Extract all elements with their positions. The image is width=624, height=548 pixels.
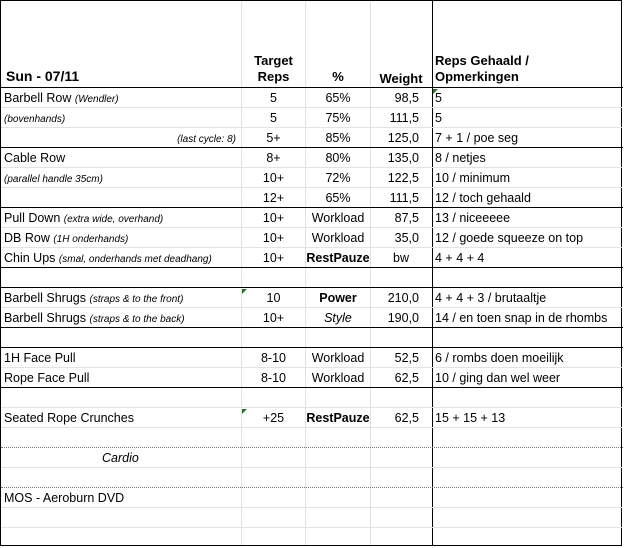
table-row bbox=[1, 288, 623, 308]
weight: 111,5 bbox=[389, 111, 419, 125]
exercise-name: Barbell Shrugs bbox=[4, 291, 86, 305]
exercise-detail: (parallel handle 35cm) bbox=[4, 174, 103, 185]
notes: 15 + 15 + 13 bbox=[435, 411, 506, 425]
exercise-detail: (straps & to the back) bbox=[89, 314, 185, 325]
percent: Workload bbox=[311, 351, 365, 365]
exercise-name: 1H Face Pull bbox=[4, 351, 76, 365]
notes: 12 / goede squeeze on top bbox=[435, 231, 584, 245]
notes-header-1: Reps Gehaald / bbox=[435, 53, 529, 68]
notes: 5 bbox=[435, 91, 442, 105]
exercise-name: DB Row bbox=[4, 231, 50, 245]
weight: 98,5 bbox=[394, 91, 419, 105]
target-reps: 5 bbox=[270, 91, 277, 105]
notes: 8 / netjes bbox=[435, 151, 486, 165]
table-row bbox=[1, 128, 623, 148]
table-row bbox=[1, 208, 623, 228]
table-row bbox=[1, 308, 623, 328]
page-title: Sun - 07/11 bbox=[6, 68, 80, 84]
notes: 6 / rombs doen moeilijk bbox=[435, 351, 564, 365]
target-reps: +25 bbox=[262, 411, 285, 425]
target-reps: 10 bbox=[266, 291, 281, 305]
target-reps: 12+ bbox=[262, 191, 285, 205]
exercise-name: Seated Rope Crunches bbox=[4, 411, 134, 425]
table-row bbox=[1, 488, 623, 508]
weight: 62,5 bbox=[394, 411, 419, 425]
weight: 210,0 bbox=[387, 291, 419, 305]
target-reps: 8-10 bbox=[260, 351, 287, 365]
exercise-name: Pull Down bbox=[4, 211, 61, 225]
table-row bbox=[1, 188, 623, 208]
weight: 35,0 bbox=[394, 231, 419, 245]
exercise-detail: (smal, onderhands met deadhang) bbox=[58, 254, 212, 265]
weight: bw bbox=[393, 251, 409, 265]
percent: Power bbox=[319, 291, 357, 305]
table-row bbox=[1, 388, 623, 408]
target-reps: 10+ bbox=[262, 231, 285, 245]
percent: 85% bbox=[325, 131, 351, 145]
exercise-detail: (extra wide, overhand) bbox=[63, 214, 164, 225]
exercise-detail: (Wendler) bbox=[74, 94, 119, 105]
exercise-detail: (straps & to the front) bbox=[89, 294, 184, 305]
table-row bbox=[1, 268, 623, 288]
table-row bbox=[1, 408, 623, 428]
table-row bbox=[1, 88, 623, 108]
exercise-name: Cable Row bbox=[4, 151, 66, 165]
percent: RestPauze bbox=[306, 251, 370, 265]
table-row bbox=[1, 228, 623, 248]
table-row bbox=[1, 148, 623, 168]
table-row bbox=[1, 368, 623, 388]
notes: 7 + 1 / poe seg bbox=[435, 131, 519, 145]
percent: 75% bbox=[325, 111, 351, 125]
percent: 65% bbox=[325, 91, 351, 105]
exercise-detail: (1H onderhands) bbox=[53, 234, 129, 245]
exercise-detail: (bovenhands) bbox=[4, 114, 66, 125]
weight: 52,5 bbox=[394, 351, 419, 365]
weight: 125,0 bbox=[387, 131, 419, 145]
exercise-name: Rope Face Pull bbox=[4, 371, 90, 385]
target-reps: 10+ bbox=[262, 251, 285, 265]
percent: 72% bbox=[325, 171, 351, 185]
weight: 111,5 bbox=[389, 191, 419, 205]
notes: 10 / minimum bbox=[435, 171, 511, 185]
table-row bbox=[1, 428, 623, 448]
exercise-name: MOS - Aeroburn DVD bbox=[4, 491, 125, 505]
notes: 4 + 4 + 3 / brutaaltje bbox=[435, 291, 547, 305]
table-row bbox=[1, 348, 623, 368]
table-row bbox=[1, 448, 623, 468]
target-reps: 8-10 bbox=[260, 371, 287, 385]
header-row bbox=[1, 1, 623, 88]
percent: Workload bbox=[311, 231, 365, 245]
exercise-detail: (last cycle: 8) bbox=[177, 134, 236, 145]
exercise-name: Barbell Shrugs bbox=[4, 311, 86, 325]
exercise-name: Chin Ups bbox=[4, 251, 56, 265]
percent: Workload bbox=[311, 211, 365, 225]
target-reps-header-2: Reps bbox=[257, 69, 290, 84]
percent: RestPauze bbox=[306, 411, 370, 425]
table-row bbox=[1, 508, 623, 528]
target-reps: 10+ bbox=[262, 171, 285, 185]
table-row bbox=[1, 328, 623, 348]
table-row bbox=[1, 108, 623, 128]
cardio-label: Cardio bbox=[102, 451, 139, 465]
percent: 80% bbox=[325, 151, 351, 165]
table-row bbox=[1, 168, 623, 188]
weight: 190,0 bbox=[387, 311, 419, 325]
weight: 122,5 bbox=[387, 171, 419, 185]
notes: 5 bbox=[435, 111, 442, 125]
notes: 14 / en toen snap in de rhombs bbox=[435, 311, 608, 325]
notes: 13 / niceeeee bbox=[435, 211, 511, 225]
target-reps: 5 bbox=[270, 111, 277, 125]
exercise-name: Barbell Row bbox=[4, 91, 72, 105]
target-reps-header-1: Target bbox=[254, 53, 293, 68]
table-row bbox=[1, 468, 623, 488]
target-reps: 10+ bbox=[262, 211, 285, 225]
weight: 62,5 bbox=[394, 371, 419, 385]
percent: 65% bbox=[325, 191, 351, 205]
percent: Style bbox=[324, 311, 352, 325]
notes: 10 / ging dan wel weer bbox=[435, 371, 561, 385]
weight: 135,0 bbox=[387, 151, 419, 165]
target-reps: 10+ bbox=[262, 311, 285, 325]
target-reps: 5+ bbox=[266, 131, 281, 145]
weight: 87,5 bbox=[394, 211, 419, 225]
notes: 4 + 4 + 4 bbox=[435, 251, 485, 265]
table-row bbox=[1, 248, 623, 268]
percent-header: % bbox=[332, 69, 344, 84]
notes: 12 / toch gehaald bbox=[435, 191, 531, 205]
target-reps: 8+ bbox=[266, 151, 281, 165]
percent: Workload bbox=[311, 371, 365, 385]
notes-header-2: Opmerkingen bbox=[435, 69, 519, 84]
weight-header: Weight bbox=[379, 71, 423, 86]
